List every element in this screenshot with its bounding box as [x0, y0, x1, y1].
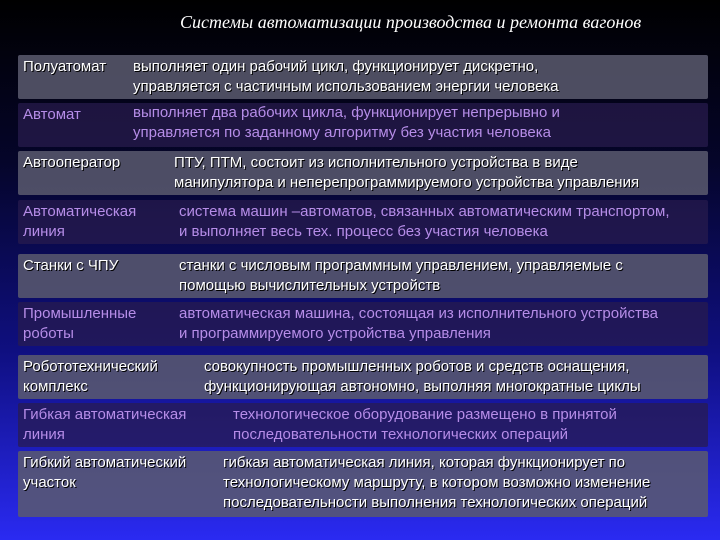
row-definition: гибкая автоматическая линия, которая функционирует по технологическому маршруту, в котором возможно изменение последовательности выполнения технологических операций [223, 454, 651, 511]
row-term: Гибкий автоматический участок [23, 454, 187, 491]
row-flexible-automatic-line [18, 403, 708, 447]
row-definition: технологическое оборудование размещено в принятой последовательности технологических операций [233, 406, 617, 443]
row-term: Промышленные роботы [23, 305, 137, 342]
row-automatic-line [18, 200, 708, 244]
row-automat [18, 103, 708, 147]
row-term: Автомат [23, 106, 81, 123]
row-term: Автооператор [23, 154, 121, 171]
row-definition: совокупность промышленных роботов и средств оснащения, функционирующая автономно, выполняя многократные циклы [204, 358, 641, 395]
row-term: Робототехнический комплекс [23, 358, 158, 395]
row-definition: ПТУ, ПТМ, состоит из исполнительного устройства в виде манипулятора и неперепрограммируемого устройства управления [174, 154, 640, 191]
row-definition: автоматическая машина, состоящая из исполнительного устройства и программируемого устройства управления [179, 305, 658, 342]
row-cnc-machines [18, 254, 708, 298]
row-flexible-automatic-section [18, 451, 708, 517]
row-semiautomat [18, 55, 708, 99]
slide-title: Системы автоматизации производства и ремонта вагонов [180, 12, 642, 32]
row-autooperator [18, 151, 708, 195]
row-industrial-robots [18, 302, 708, 346]
row-robotic-complex [18, 355, 708, 399]
row-term: Полуатомат [23, 58, 107, 75]
row-term: Гибкая автоматическая линия [23, 406, 187, 443]
row-definition: станки с числовым программным управлением, управляемые с помощью вычислительных устройств [179, 257, 623, 294]
row-definition: выполняет один рабочий цикл, функционирует дискретно, управляется с частичным использованием энергии человека [133, 58, 559, 95]
row-definition: выполняет два рабочих цикла, функционирует непрерывно и управляется по заданному алгоритму без участия человека [133, 104, 560, 141]
row-definition: система машин –автоматов, связанных автоматическим транспортом, и выполняет весь тех. процесс без участия человека [179, 203, 670, 240]
row-term: Автоматическая линия [23, 203, 137, 240]
row-term: Станки с ЧПУ [23, 257, 119, 274]
